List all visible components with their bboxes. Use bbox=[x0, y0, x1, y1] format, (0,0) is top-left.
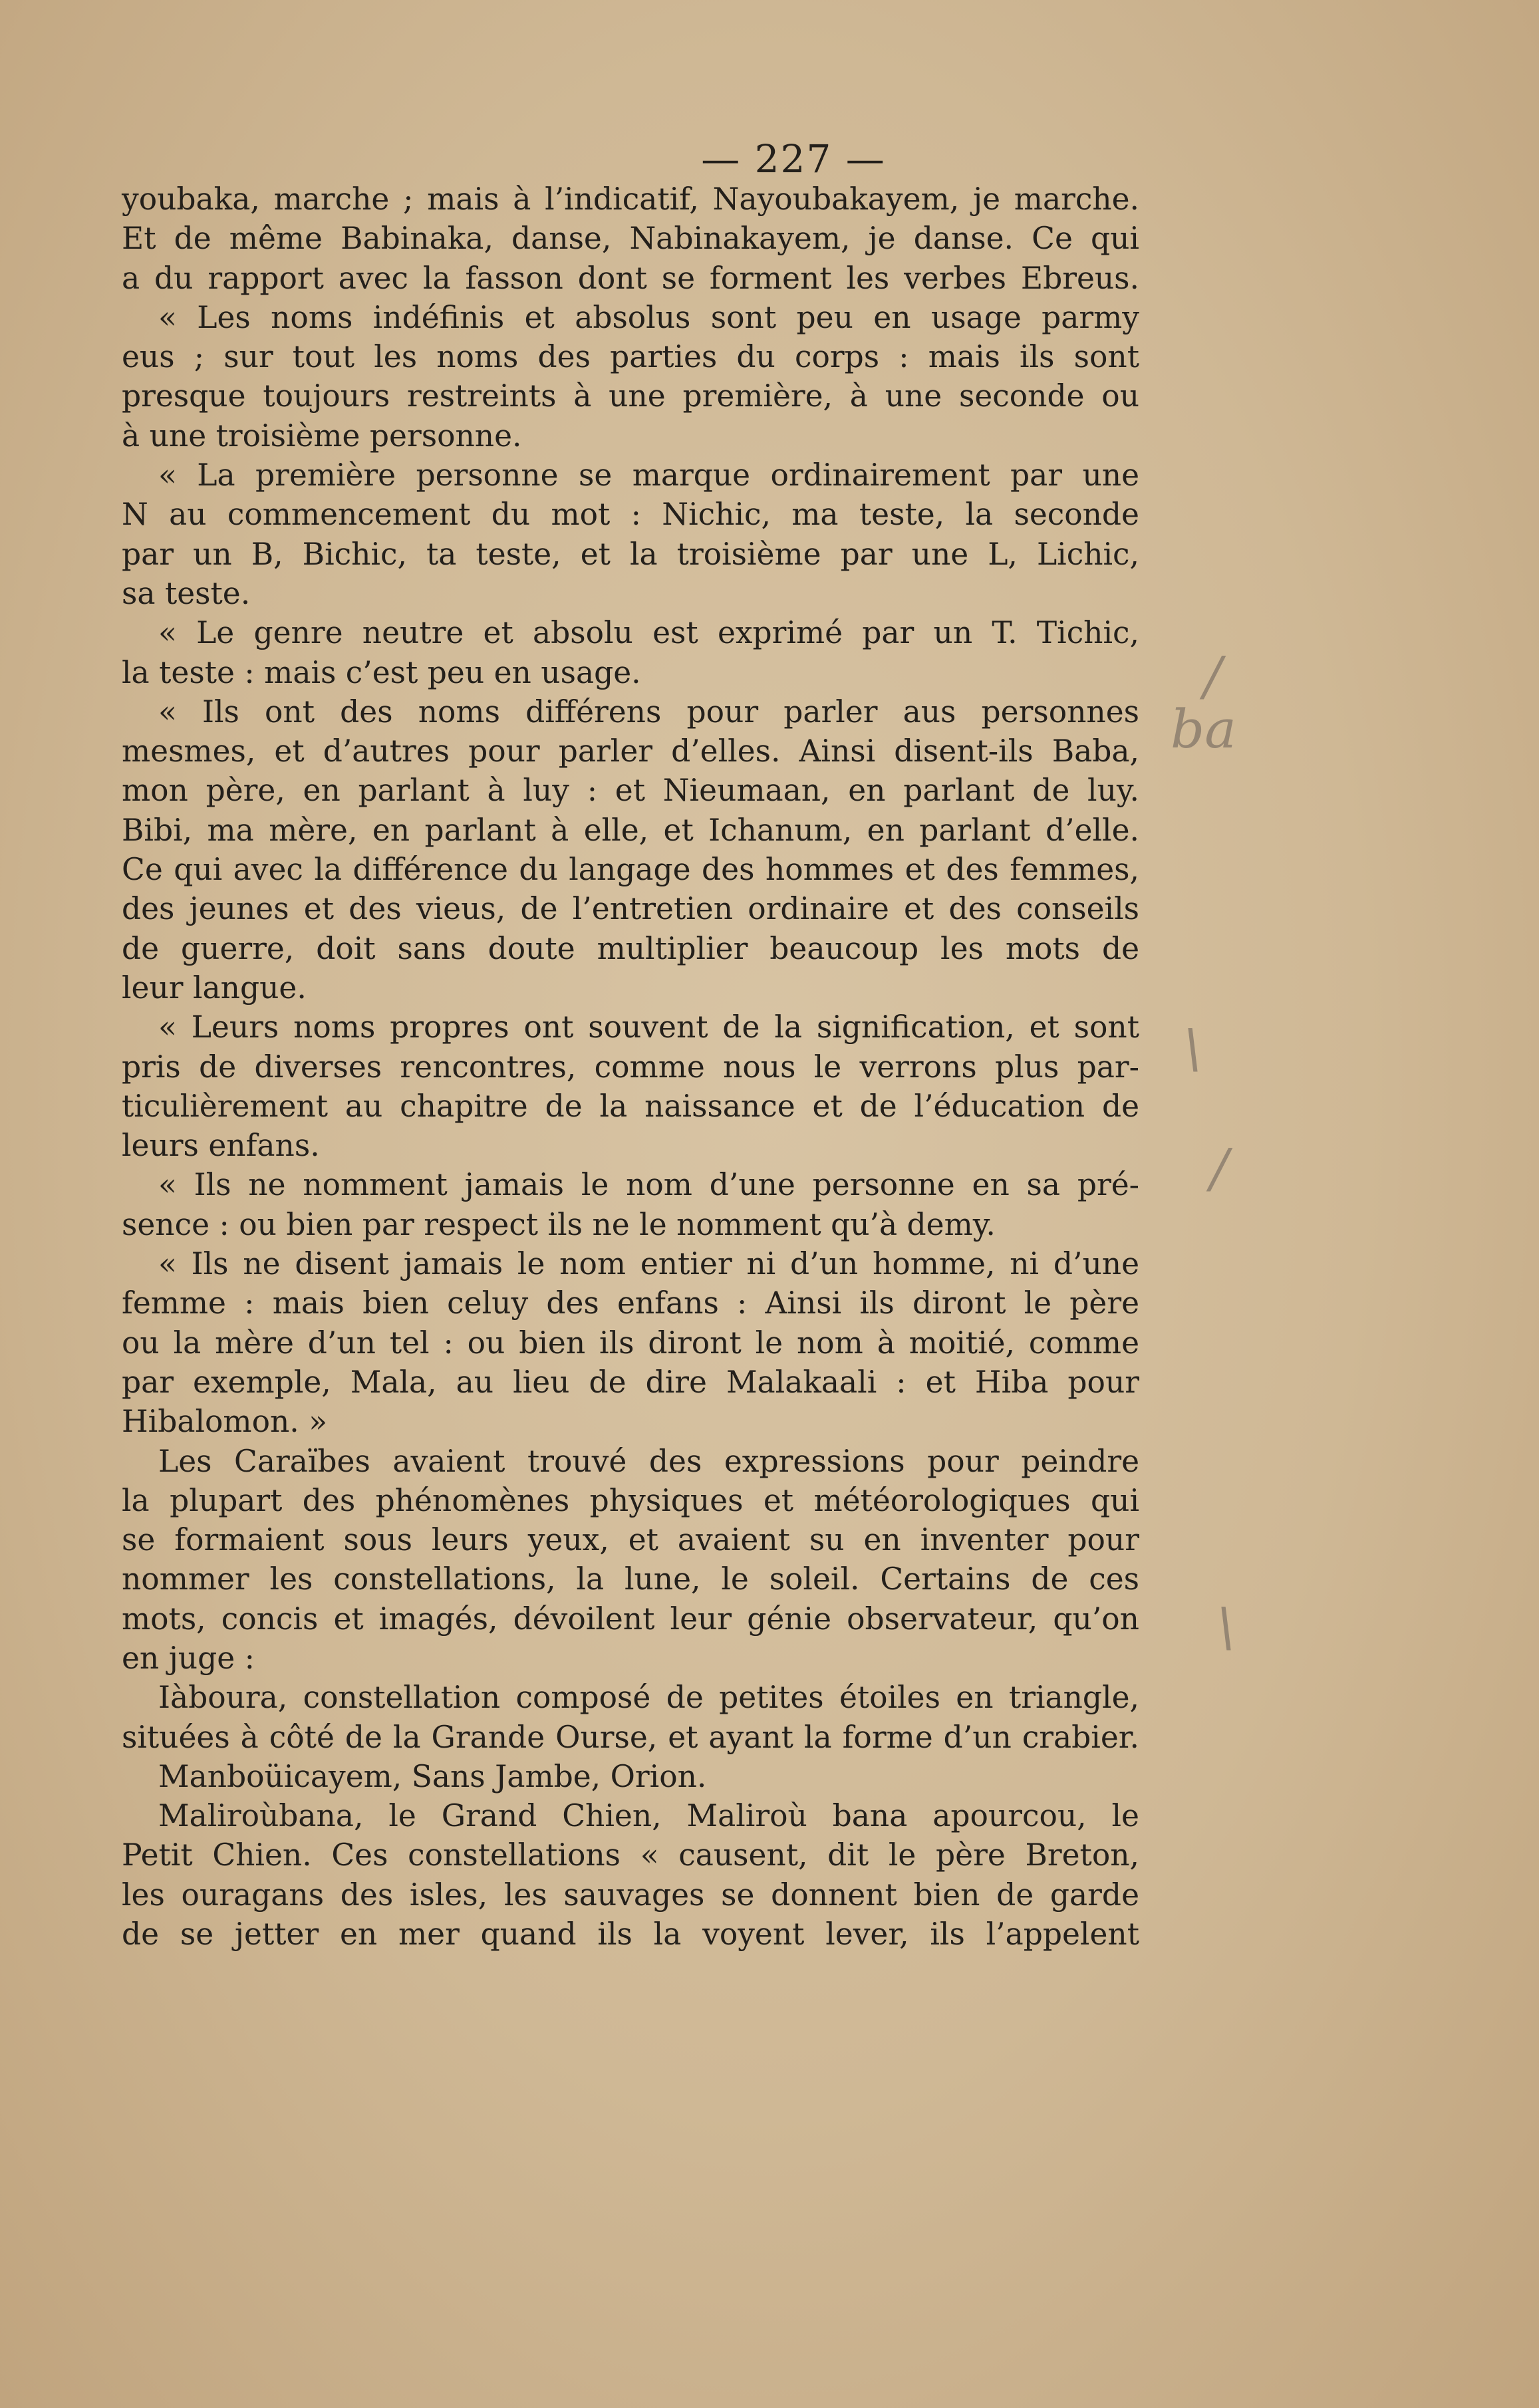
text-line: leur langue. bbox=[122, 970, 307, 1005]
text-line: « Ils ne disent jamais le nom entier ni d’un homme, ni d’une bbox=[158, 1246, 1139, 1282]
text-line: Les Caraïbes avaient trouvé des expressions pour peindre bbox=[158, 1443, 1139, 1479]
margin-note: ba bbox=[1171, 698, 1236, 760]
text-line: pris de diverses rencontres, comme nous le verrons plus par- bbox=[122, 1049, 1139, 1085]
margin-annotations bbox=[1164, 632, 1363, 1696]
text-line: Iàboura, constellation composé de petites étoiles en triangle, bbox=[158, 1680, 1139, 1716]
margin-note: \ bbox=[1217, 1596, 1235, 1658]
text-line: nommer les constellations, la lune, le soleil. Certains de ces bbox=[122, 1561, 1139, 1597]
text-line: Maliroùbana, le Grand Chien, Maliroù bana apourcou, le bbox=[158, 1798, 1139, 1834]
text-line: « Ils ont des noms différens pour parler aus personnes bbox=[158, 694, 1139, 730]
text-line: de se jetter en mer quand ils la voyent lever, ils l’appelent bbox=[122, 1917, 1139, 1952]
text-line: leurs enfans. bbox=[122, 1128, 320, 1164]
text-line: ticulièrement au chapitre de la naissance et de l’éducation de bbox=[122, 1088, 1139, 1124]
text-line: « Leurs noms propres ont souvent de la signification, et sont bbox=[158, 1009, 1139, 1045]
text-line: femme : mais bien celuy des enfans : Ainsi ils diront le père bbox=[122, 1285, 1139, 1321]
text-line: Petit Chien. Ces constellations « causent, dit le père Breton, bbox=[122, 1837, 1139, 1873]
text-line: Ce qui avec la différence du langage des hommes et des femmes, bbox=[122, 852, 1139, 888]
text-line: sa teste. bbox=[122, 575, 251, 611]
text-line: sence : ou bien par respect ils ne le nomment qu’à demy. bbox=[122, 1206, 996, 1242]
text-line: Hibalomon. » bbox=[122, 1404, 328, 1440]
text-line: presque toujours restreints à une première, à une seconde ou bbox=[122, 378, 1139, 414]
margin-note: \ bbox=[1184, 1017, 1202, 1079]
text-line: mesmes, et d’autres pour parler d’elles. Ainsi disent-ils Baba, bbox=[122, 734, 1139, 769]
text-line: par exemple, Mala, au lieu de dire Malakaali : et Hiba pour bbox=[122, 1364, 1139, 1400]
text-line: les ouragans des isles, les sauvages se donnent bien de garde bbox=[122, 1877, 1139, 1913]
text-line: youbaka, marche ; mais à l’indicatif, Nayoubakayem, je marche. bbox=[122, 182, 1139, 217]
text-line: se formaient sous leurs yeux, et avaient su en inventer pour bbox=[122, 1522, 1139, 1558]
text-line: N au commencement du mot : Nichic, ma teste, la seconde bbox=[122, 497, 1139, 533]
text-line: Bibi, ma mère, en parlant à elle, et Ichanum, en parlant d’elle. bbox=[122, 812, 1139, 848]
text-line: la teste : mais c’est peu en usage. bbox=[122, 654, 641, 690]
text-line: situées à côté de la Grande Ourse, et ayant la forme d’un crabier. bbox=[122, 1719, 1139, 1755]
text-line: mots, concis et imagés, dévoilent leur génie observateur, qu’on bbox=[122, 1601, 1139, 1637]
text-line: par un B, Bichic, ta teste, et la troisième par une L, Lichic, bbox=[122, 536, 1139, 572]
page-number: — 227 — bbox=[701, 136, 886, 182]
text-line: ou la mère d’un tel : ou bien ils diront le nom à moitié, comme bbox=[122, 1325, 1139, 1361]
text-line: la plupart des phénomènes physiques et météorologiques qui bbox=[122, 1482, 1139, 1518]
text-line: a du rapport avec la fasson dont se forment les verbes Ebreus. bbox=[122, 260, 1139, 296]
margin-note: / bbox=[1210, 1137, 1228, 1199]
text-line: de guerre, doit sans doute multiplier beaucoup les mots de bbox=[122, 930, 1139, 966]
text-line: en juge : bbox=[122, 1640, 255, 1676]
body-text bbox=[122, 180, 1139, 1954]
text-line: eus ; sur tout les noms des parties du corps : mais ils sont bbox=[122, 339, 1139, 375]
text-line: Manboüicayem, Sans Jambe, Orion. bbox=[158, 1758, 707, 1794]
margin-note: / bbox=[1204, 645, 1222, 707]
text-line: « Le genre neutre et absolu est exprimé par un T. Tichic, bbox=[158, 615, 1139, 651]
text-line: des jeunes et des vieus, de l’entretien ordinaire et des conseils bbox=[122, 891, 1139, 927]
text-line: mon père, en parlant à luy : et Nieumaan, en parlant de luy. bbox=[122, 773, 1139, 809]
text-line: « Les noms indéfinis et absolus sont peu en usage parmy bbox=[158, 299, 1139, 335]
text-line: à une troisième personne. bbox=[122, 418, 522, 454]
text-line: Et de même Babinaka, danse, Nabinakayem, je danse. Ce qui bbox=[122, 221, 1139, 257]
text-line: « La première personne se marque ordinairement par une bbox=[158, 458, 1139, 493]
text-line: « Ils ne nomment jamais le nom d’une personne en sa pré- bbox=[158, 1167, 1139, 1203]
